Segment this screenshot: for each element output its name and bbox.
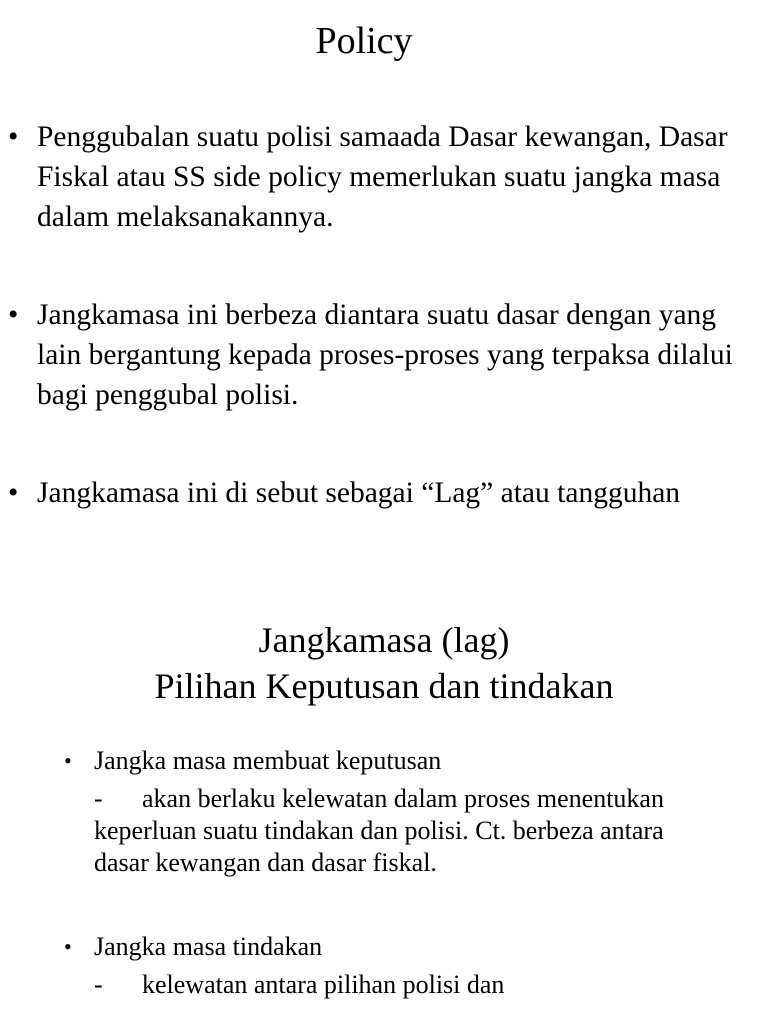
lag-bullet-2-heading: Jangka masa tindakan: [94, 932, 323, 961]
slide-title-policy: Policy: [315, 20, 413, 62]
slide-title-lag: [0, 617, 768, 709]
lag-bullet-1-detail-text: akan berlaku kelewatan dalam proses menentukan keperluan suatu tindakan dan polisi. Ct. berbeza antara dasar kewangan dan dasar fiskal.: [94, 784, 664, 877]
lag-bullet-1-heading: Jangka masa membuat keputusan: [94, 746, 442, 775]
slide-title-lag-line2: Pilihan Keputusan dan tindakan: [154, 666, 614, 706]
dash-marker: -: [94, 784, 103, 813]
bullet-marker: •: [8, 299, 19, 331]
policy-bullet-2: [0, 295, 768, 415]
policy-bullet-3: [0, 473, 768, 513]
lag-bullet-1-detail: [94, 783, 708, 879]
lag-bullet-list: [0, 745, 768, 1001]
bullet-marker: •: [8, 477, 19, 509]
bullet-marker: •: [64, 748, 72, 773]
lag-bullet-2-detail-text: kelewatan antara pilihan polisi dan: [142, 970, 505, 999]
lag-bullet-2-detail: [94, 969, 708, 1001]
lag-bullet-2: [0, 931, 768, 1001]
lag-bullet-1: [0, 745, 768, 879]
policy-bullet-1: [0, 117, 768, 237]
policy-bullet-list: [0, 117, 768, 513]
bullet-marker: •: [64, 934, 72, 959]
policy-bullet-3-text: Jangkamasa ini di sebut sebagai “Lag” atau tangguhan: [37, 477, 681, 509]
bullet-marker: •: [8, 121, 19, 153]
policy-bullet-2-text: Jangkamasa ini berbeza diantara suatu dasar dengan yang lain bergantung kepada proses-proses yang terpaksa dilalui bagi penggubal polisi.: [37, 299, 733, 411]
slide-title-lag-line1: Jangkamasa (lag): [258, 620, 510, 660]
dash-marker: -: [94, 970, 103, 999]
policy-bullet-1-text: Penggubalan suatu polisi samaada Dasar kewangan, Dasar Fiskal atau SS side policy memerlukan suatu jangka masa dalam melaksanakannya.: [37, 121, 728, 233]
